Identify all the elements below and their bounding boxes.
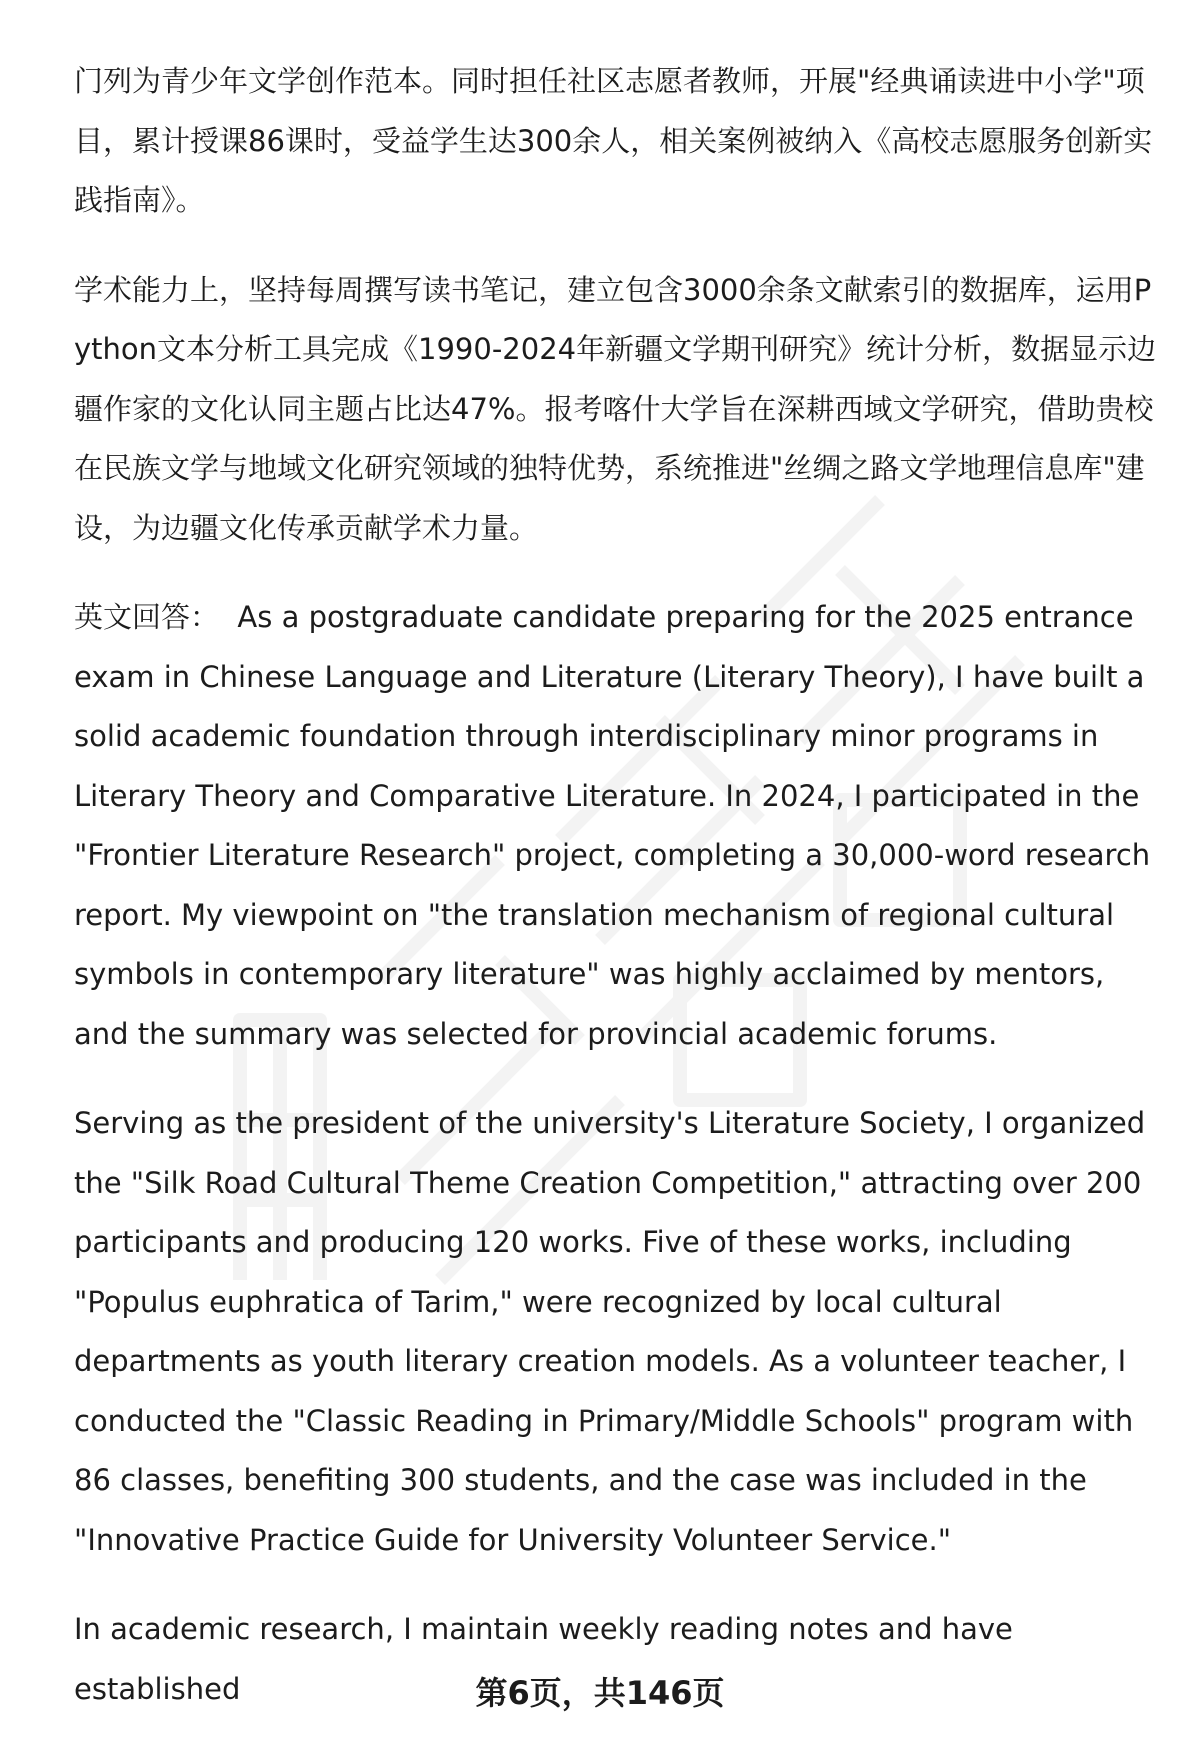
document-body (74, 52, 1160, 1749)
page-number-footer: 第6页，共146页 (475, 1674, 725, 1712)
paragraph-1: 门列为青少年文学创作范本。同时担任社区志愿者教师，开展"经典诵读进中小学"项目，累计授课86课时，受益学生达300余人，相关案例被纳入《高校志愿服务创新实践指南》。 (74, 64, 1153, 217)
paragraph-2: 学术能力上，坚持每周撰写读书笔记，建立包含3000余条文献索引的数据库，运用Python文本分析工具完成《1990-2024年新疆文学期刊研究》统计分析，数据显示边疆作家的文化认同主题占比达47%。报考喀什大学旨在深耕西域文学研究，借助贵校在民族文学与地域文化研究领域的独特优势，系统推进"丝绸之路文学地理信息库"建设，为边疆文化传承贡献学术力量。 (74, 272, 1157, 545)
paragraph-5: In academic research, I maintain weekly reading notes and have established (74, 1612, 1023, 1706)
paragraph-4: Serving as the president of the university's Literature Society, I organized the "Silk Road Cultural Theme Creation Competition," attracting over 200 participants and producing 120 works. Five of these works, including "Populus euphratica of Tarim," were recognized by local cultural departments as youth literary creation models. As a volunteer teacher, I conducted the "Classic Reading in Primary/Middle Schools" program with 86 classes, benefiting 300 students, and the case was included in the "Innovative Practice Guide for University Volunteer Service." (74, 1106, 1155, 1557)
paragraph-3: 英文回答： As a postgraduate candidate preparing for the 2025 entrance exam in Chinese Language and Literature (Literary Theory), I have built a solid academic foundation through interdisciplinary minor programs in Literary Theory and Comparative Literature. In 2024, I participated in the "Frontier Literature Research" project, completing a 30,000-word research report. My viewpoint on "the translation mechanism of regional cultural symbols in contemporary literature" was highly acclaimed by mentors, and the summary was selected for provincial academic forums. (74, 600, 1160, 1051)
